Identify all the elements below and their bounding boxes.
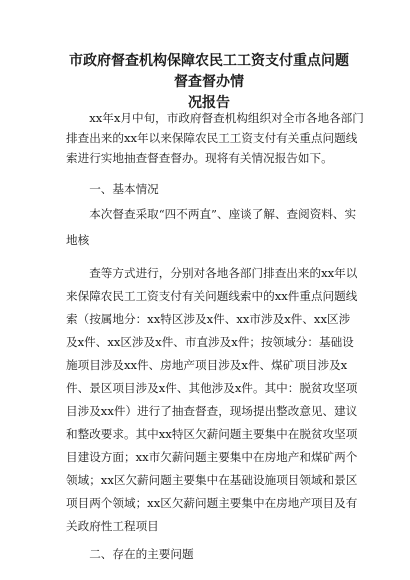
body-line: 索（按属地分：xx特区涉及x件、xx市涉及x件、xx区涉 xyxy=(66,312,351,326)
body-line: 排查出来的xx年以来保障农民工工资支付有关重点问题线 xyxy=(66,131,358,145)
body-line: xx年x月中旬，市政府督查机构组织对全市各地各部门 xyxy=(66,111,364,125)
section-heading-2: 二、存在的主要问题 xyxy=(66,547,194,561)
body-line: 关政府性工程项目 xyxy=(66,519,159,533)
body-line: 本次督查采取“四不两直”、座谈了解、查阅资料、实 xyxy=(66,207,357,221)
title-line-2: 况报告 xyxy=(188,95,230,111)
body-line: 项目两个领域；xx区欠薪问题主要集中在房地产项目及有 xyxy=(66,496,358,510)
body-line: 索进行实地抽查督查督办。现将有关情况报告如下。 xyxy=(66,151,333,165)
body-line: 件、景区项目涉及x件、其他涉及x件。其中：脱贫攻坚项 xyxy=(66,381,358,395)
body-line: 查等方式进行，分别对各地各部门排查出来的xx年以 xyxy=(66,266,358,280)
body-line: 目建设方面；xx市欠薪问题主要集中在房地产和煤矿两个 xyxy=(66,450,358,464)
body-line: 施项目涉及xx件、房地产项目涉及x件、煤矿项目涉及x xyxy=(66,358,348,372)
body-line: 及x件、xx区涉及x件、市直涉及x件；按领域分：基础设 xyxy=(66,335,354,349)
title-line-1: 市政府督查机构保障农民工工资支付重点问题督查督办情 xyxy=(69,53,349,90)
body-line: 来保障农民工工资支付有关问题线索中的xx件重点问题线 xyxy=(66,289,358,303)
body-line: 目涉及xx件）进行了抽查督查，现场提出整改意见、建议 xyxy=(66,404,358,418)
body-line: 和整改要求。其中xx特区欠薪问题主要集中在脱贫攻坚项 xyxy=(66,427,358,441)
document-title xyxy=(66,51,352,114)
section-heading-1: 一、基本情况 xyxy=(66,182,159,196)
body-line: 地核 xyxy=(66,233,90,247)
body-line: 领域；xx区欠薪问题主要集中在基础设施项目领域和景区 xyxy=(66,473,358,487)
